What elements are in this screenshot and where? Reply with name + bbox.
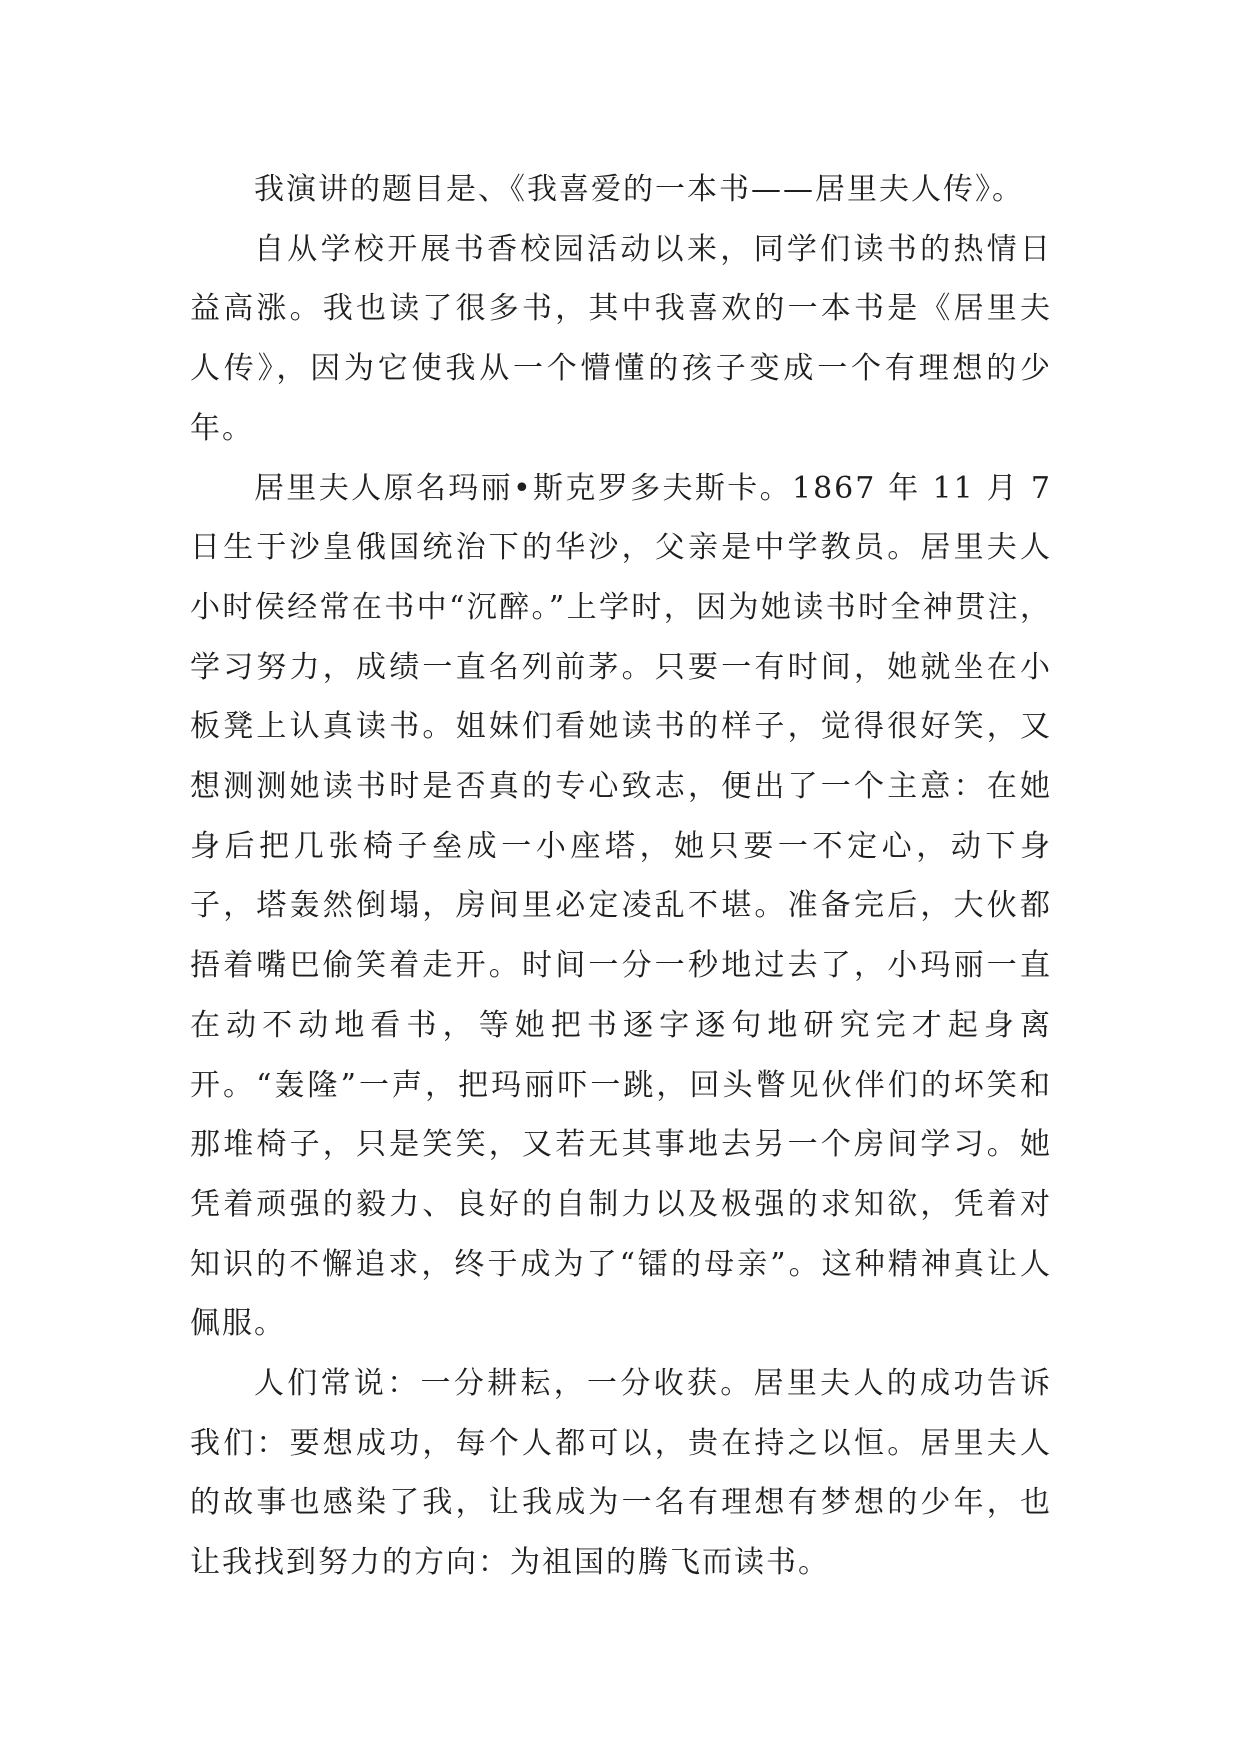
paragraph-curie-story: 居里夫人原名玛丽•斯克罗多夫斯卡。1867 年 11 月 7 日生于沙皇俄国统治下的华沙，父亲是中学教员。居里夫人小时侯经常在书中“沉醉。”上学时，因为她读书时全神贯注，学习努力，成绩一直名列前茅。只要一有时间，她就坐在小板凳上认真读书。姐妹们看她读书的样子，觉得很好笑，又想测测她读书时是否真的专心致志，便出了一个主意：在她身后把几张椅子垒成一小座塔，她只要一不定心，动下身子，塔轰然倒塌，房间里必定凌乱不堪。准备完后，大伙都捂着嘴巴偷笑着走开。时间一分一秒地过去了，小玛丽一直在动不动地看书，等她把书逐字逐句地研究完才起身离开。“轰隆”一声，把玛丽吓一跳，回头瞥见伙伴们的坏笑和那堆椅子，只是笑笑，又若无其事地去另一个房间学习。她凭着顽强的毅力、良好的自制力以及极强的求知欲，凭着对知识的不懈追求，终于成为了“镭的母亲”。这种精神真让人佩服。 bbox=[190, 470, 1052, 1342]
paragraph-title-intro: 我演讲的题目是、《我喜爱的一本书——居里夫人传》。 bbox=[254, 172, 1024, 207]
paragraph-reading-activity: 自从学校开展书香校园活动以来，同学们读书的热情日益高涨。我也读了很多书，其中我喜欢的一本书是《居里夫人传》，因为它使我从一个懵懂的孩子变成一个有理想的少年。 bbox=[190, 231, 1052, 446]
paragraph-conclusion: 人们常说：一分耕耘，一分收获。居里夫人的成功告诉我们：要想成功，每个人都可以，贵在持之以恒。居里夫人的故事也感染了我，让我成为一名有理想有梦想的少年，也让我找到努力的方向：为祖国的腾飞而读书。 bbox=[190, 1366, 1052, 1581]
document-body bbox=[190, 160, 1052, 1593]
